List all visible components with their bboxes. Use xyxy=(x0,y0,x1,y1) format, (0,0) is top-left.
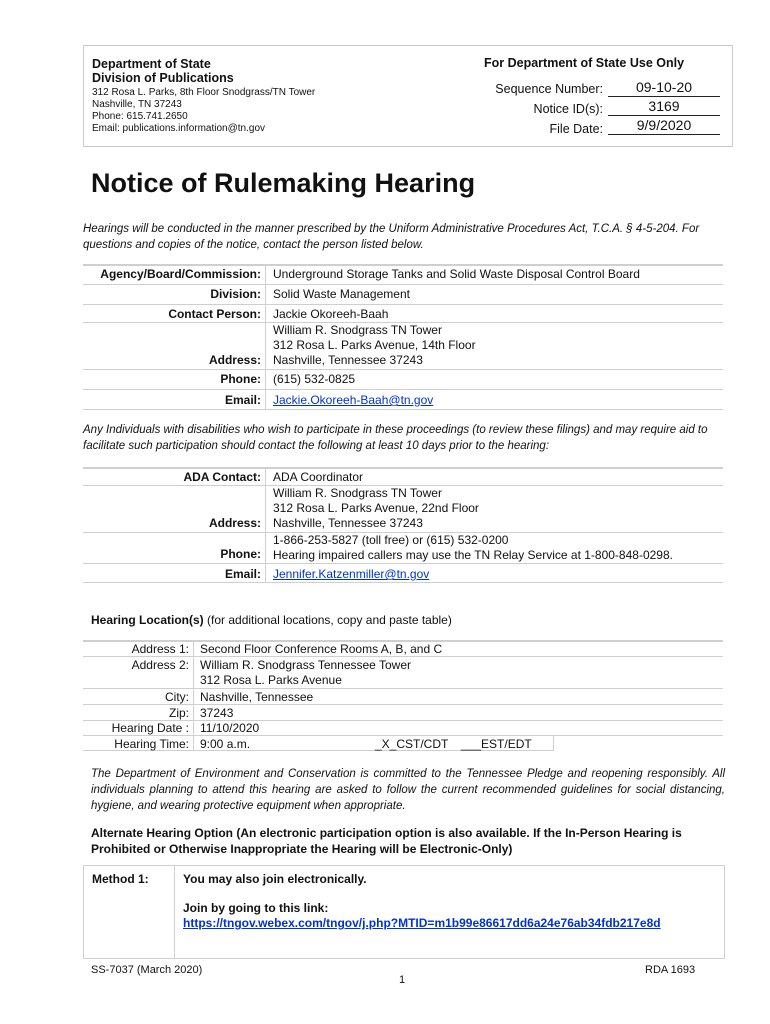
ada-phone-line-1: 1-866-253-5827 (toll free) or (615) 532-0200 xyxy=(273,533,509,547)
ada-table xyxy=(83,467,723,583)
address-label: Address: xyxy=(208,353,261,367)
webex-link[interactable]: https://tngov.webex.com/tngov/j.php?MTID=m1b99e86617dd6a24e76ab34fdb217e8d xyxy=(183,916,661,930)
zip-value[interactable]: 37243 xyxy=(200,706,234,720)
ada-contact-value[interactable]: ADA Coordinator xyxy=(273,470,364,484)
ada-address-line-1: William R. Snodgrass TN Tower xyxy=(273,486,442,500)
dept-email: Email: publications.information@tn.gov xyxy=(92,123,266,134)
alternate-hearing-text: Alternate Hearing Option (An electronic participation option is also available. If the In-Person Hearing is Prohibited or Otherwise Inappropriate the Hearing will be Electronic-Only) xyxy=(91,826,682,856)
email-label: Email: xyxy=(224,393,261,407)
dept-addr-2: Nashville, TN 37243 xyxy=(92,99,182,110)
phone-label: Phone: xyxy=(220,372,261,386)
department-address xyxy=(92,87,315,135)
ada-phone-label: Phone: xyxy=(220,547,261,561)
division-value[interactable]: Solid Waste Management xyxy=(273,287,410,301)
dept-phone: Phone: 615.741.2650 xyxy=(92,111,188,122)
address1-value[interactable]: Second Floor Conference Rooms A, B, and C xyxy=(200,642,443,656)
ada-email-link[interactable]: Jennifer.Katzenmiller@tn.gov xyxy=(273,567,430,581)
email-link[interactable]: Jackie.Okoreeh-Baah@tn.gov xyxy=(273,393,434,407)
zip-label: Zip: xyxy=(168,706,189,720)
ada-address-value[interactable] xyxy=(273,486,479,531)
method-label: Method 1: xyxy=(92,872,149,886)
agency-label: Agency/Board/Commission: xyxy=(100,267,261,281)
hearing-heading-bold: Hearing Location(s) xyxy=(91,613,204,627)
address2-line-1: William R. Snodgrass Tennessee Tower xyxy=(200,658,411,672)
form-number: SS-7037 (March 2020) xyxy=(91,964,203,976)
hearing-time-label: Hearing Time: xyxy=(114,737,189,751)
department-name xyxy=(92,57,234,85)
address-value[interactable] xyxy=(273,323,476,368)
address2-line-2: 312 Rosa L. Parks Avenue xyxy=(200,673,342,687)
ada-address-line-2: 312 Rosa L. Parks Avenue, 22nd Floor xyxy=(273,501,479,515)
agency-value[interactable]: Underground Storage Tanks and Solid Waste Disposal Control Board xyxy=(273,267,640,281)
division-label: Division: xyxy=(210,287,261,301)
notice-id-value[interactable]: 3169 xyxy=(608,97,720,116)
address-line-1: William R. Snodgrass TN Tower xyxy=(273,323,442,337)
file-date-value[interactable]: 9/9/2020 xyxy=(608,116,720,135)
address1-label: Address 1: xyxy=(131,642,189,656)
ada-contact-label: ADA Contact: xyxy=(183,470,261,484)
ada-intro-text: Any Individuals with disabilities who wish to participate in these proceedings (to review these filings) and may require aid to facilitate such participation should contact the following at least 10 days prior to the hearing: xyxy=(83,424,708,452)
rda-number: RDA 1693 xyxy=(645,964,696,976)
use-only-heading: For Department of State Use Only xyxy=(484,56,685,70)
tz-cst-option[interactable]: _X_CST/CDT xyxy=(375,737,449,751)
address2-label: Address 2: xyxy=(131,658,189,672)
phone-value[interactable]: (615) 532-0825 xyxy=(273,372,356,386)
address-line-2: 312 Rosa L. Parks Avenue, 14th Floor xyxy=(273,338,476,352)
sequence-value[interactable]: 09-10-20 xyxy=(608,78,720,97)
hearing-time-value[interactable]: 9:00 a.m. xyxy=(200,737,251,751)
address2-value[interactable] xyxy=(200,658,411,688)
file-date-label: File Date: xyxy=(549,122,603,136)
dept-line-2: Division of Publications xyxy=(92,71,234,85)
hearing-date-value[interactable]: 11/10/2020 xyxy=(200,721,260,735)
address-line-3: Nashville, Tennessee 37243 xyxy=(273,353,423,367)
contact-label: Contact Person: xyxy=(168,307,261,321)
dept-line-1: Department of State xyxy=(92,57,211,71)
page-title: Notice of Rulemaking Hearing xyxy=(91,168,476,198)
city-label: City: xyxy=(165,690,189,704)
method-line-1: You may also join electronically. xyxy=(183,872,367,886)
sequence-label: Sequence Number: xyxy=(495,82,603,96)
dept-addr-1: 312 Rosa L. Parks, 8th Floor Snodgrass/TN Tower xyxy=(92,87,316,98)
city-value[interactable]: Nashville, Tennessee xyxy=(200,690,314,704)
ada-address-label: Address: xyxy=(208,516,261,530)
method-line-2: Join by going to this link: xyxy=(183,901,329,915)
page-number: 1 xyxy=(399,974,406,986)
hearing-date-label: Hearing Date : xyxy=(111,721,189,735)
ada-email-label: Email: xyxy=(224,567,261,581)
agency-table xyxy=(83,264,723,410)
ada-phone-line-2: Hearing impaired callers may use the TN Relay Service at 1-800-848-0298. xyxy=(273,548,673,562)
hearing-table xyxy=(83,640,723,751)
hearing-heading-rest: (for additional locations, copy and paste table) xyxy=(203,613,452,627)
intro-text: Hearings will be conducted in the manner prescribed by the Uniform Administrative Procedures Act, T.C.A. § 4-5-204. For questions and copies of the notice, contact the person listed below. xyxy=(83,223,700,251)
ada-phone-value[interactable] xyxy=(273,533,673,563)
hearing-location-heading xyxy=(91,613,452,627)
method-table xyxy=(83,865,725,959)
contact-value[interactable]: Jackie Okoreeh-Baah xyxy=(273,307,389,321)
tz-est-option[interactable]: ___EST/EDT xyxy=(461,737,532,751)
notice-id-label: Notice ID(s): xyxy=(533,102,603,116)
ada-address-line-3: Nashville, Tennessee 37243 xyxy=(273,516,423,530)
pledge-text: The Department of Environment and Conservation is committed to the Tennessee Pledge and reopening responsibly. All individuals planning to attend this hearing are asked to follow the current recommended guidelines for social distancing, hygiene, and wearing protective equipment when appropriate. xyxy=(91,768,725,812)
